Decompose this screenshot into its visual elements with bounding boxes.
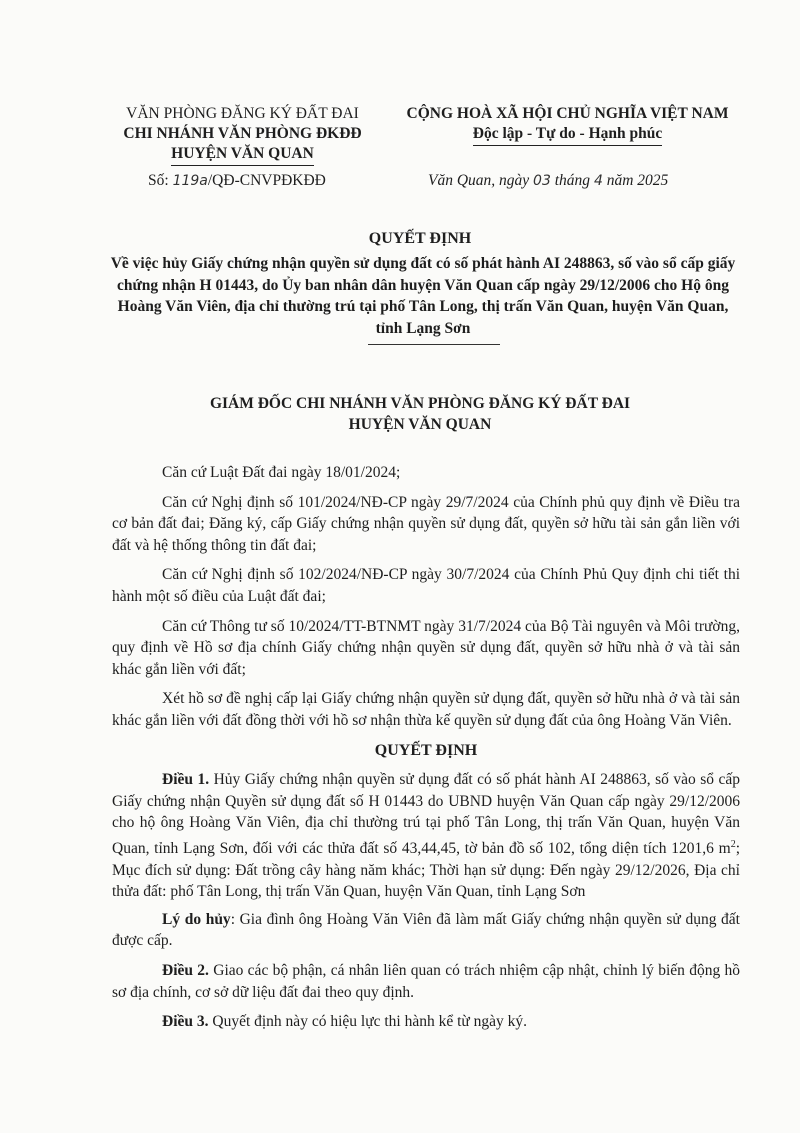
- agency-line-1: VĂN PHÒNG ĐĂNG KÝ ĐẤT ĐAI: [126, 105, 359, 122]
- legal-basis-5: Xét hồ sơ đề nghị cấp lại Giấy chứng nhận quyền sử dụng đất, quyền sở hữu nhà ở và tài sản khác gắn liền với đất đồng thời với hồ sơ nhận thừa kế quyền sử dụng đất của ông Hoàng Văn Viên.: [112, 690, 740, 729]
- doc-number-handwritten: 119a: [172, 173, 208, 189]
- day-handwritten: 03: [533, 173, 551, 189]
- article-3: [112, 1011, 740, 1033]
- legal-basis-4: Căn cứ Thông tư số 10/2024/TT-BTNMT ngày 31/7/2024 của Bộ Tài nguyên và Môi trường, quy định về Hồ sơ địa chính Giấy chứng nhận quyền sử dụng đất, quyền sở hữu nhà ở và tài sản khác gắn liền với đất;: [112, 617, 740, 678]
- legal-basis-3: Căn cứ Nghị định số 102/2024/NĐ-CP ngày 30/7/2024 của Chính Phủ Quy định chi tiết thi hành một số điều của Luật đất đai;: [112, 566, 740, 605]
- reason-paragraph: [112, 909, 740, 952]
- legal-basis-2: Căn cứ Nghị định số 101/2024/NĐ-CP ngày 29/7/2024 của Chính phủ quy định về Điều tra cơ bản đất đai; Đăng ký, cấp Giấy chứng nhận quyền sử dụng đất, quyền sở hữu tài sản gắn liền với đất và hệ thống thông tin đất đai;: [112, 493, 740, 554]
- legal-basis-1: Căn cứ Luật Đất đai ngày 18/01/2024;: [162, 464, 401, 481]
- issue-date: [428, 172, 738, 190]
- month-handwritten: 4: [593, 173, 603, 189]
- doc-number-label: Số:: [148, 172, 169, 189]
- article-3-label: Điều 3.: [162, 1013, 209, 1031]
- agency-line-3: HUYỆN VĂN QUAN: [171, 144, 314, 166]
- article-3-text: Quyết định này có hiệu lực thi hành kể từ ngày ký.: [212, 1013, 528, 1031]
- decision-heading: QUYẾT ĐỊNH: [374, 741, 478, 759]
- article-1-text: Hủy Giấy chứng nhận quyền sử dụng đất có số phát hành AI 248863, số vào sổ cấp Giấy chứng nhận Quyền sử dụng đất số H 01443 do UBND huyện Văn Quan cấp ngày 29/12/2006 cho hộ ông Hoàng Văn Viên, địa chỉ thường trú tại phố Tân Long, thị trấn Văn Quan, huyện Văn Quan, tỉnh Lạng Sơn, đối với các thửa đất số 43,44,45, tờ bản đồ số 102, tổng diện tích 1201,6 m: [112, 771, 741, 858]
- national-motto-block: [385, 104, 750, 146]
- issuing-agency-block: [100, 104, 385, 166]
- title-divider: [368, 344, 500, 345]
- motto: Độc lập - Tự do - Hạnh phúc: [473, 124, 662, 146]
- doc-number-suffix: /QĐ-CNVPĐKĐĐ: [207, 172, 326, 189]
- reason-label: Lý do hủy: [162, 910, 231, 928]
- article-2: [112, 960, 740, 1003]
- document-number: [148, 172, 326, 190]
- authority-line-2: HUYỆN VĂN QUAN: [348, 416, 492, 433]
- article-2-label: Điều 2.: [162, 962, 209, 980]
- document-body: [112, 462, 740, 1041]
- article-1-text-after: ; Mục đích sử dụng: Đất trồng cây hàng năm khác; Thời hạn sử dụng: Đến ngày 29/12/2026, Địa chỉ thửa đất: phố Tân Long, thị trấn Văn Quan, huyện Văn Quan, tỉnh Lạng Sơn: [112, 840, 740, 901]
- area-unit-superscript: 2: [730, 838, 736, 850]
- year-text: năm 2025: [606, 172, 669, 189]
- authority-block: [100, 393, 740, 435]
- date-prefix: Văn Quan, ngày: [428, 172, 530, 189]
- country-name: CỘNG HOÀ XÃ HỘI CHỦ NGHĨA VIỆT NAM: [406, 105, 729, 122]
- document-title: QUYẾT ĐỊNH: [368, 230, 472, 247]
- agency-line-2: CHI NHÁNH VĂN PHÒNG ĐKĐĐ: [123, 125, 362, 142]
- article-1-label: Điều 1.: [162, 771, 210, 789]
- authority-line-1: GIÁM ĐỐC CHI NHÁNH VĂN PHÒNG ĐĂNG KÝ ĐẤT ĐAI: [209, 395, 631, 412]
- reason-text: : Gia đình ông Hoàng Văn Viên đã làm mất Giấy chứng nhận quyền sử dụng đất được cấp.: [112, 910, 740, 950]
- month-label: tháng: [554, 172, 591, 189]
- article-1: [112, 769, 740, 903]
- document-subject: Về việc hủy Giấy chứng nhận quyền sử dụng đất có số phát hành AI 248863, số vào sổ cấp giấy chứng nhận H 01443, do Ủy ban nhân dân huyện Văn Quan cấp ngày 29/12/2006 cho Hộ ông Hoàng Văn Viên, địa chỉ thường trú tại phố Tân Long, thị trấn Văn Quan, huyện Văn Quan, tỉnh Lạng Sơn: [110, 255, 736, 337]
- article-2-text: Giao các bộ phận, cá nhân liên quan có trách nhiệm cập nhật, chỉnh lý biến động hồ sơ địa chính, cơ sở dữ liệu đất đai theo quy định.: [112, 962, 741, 1001]
